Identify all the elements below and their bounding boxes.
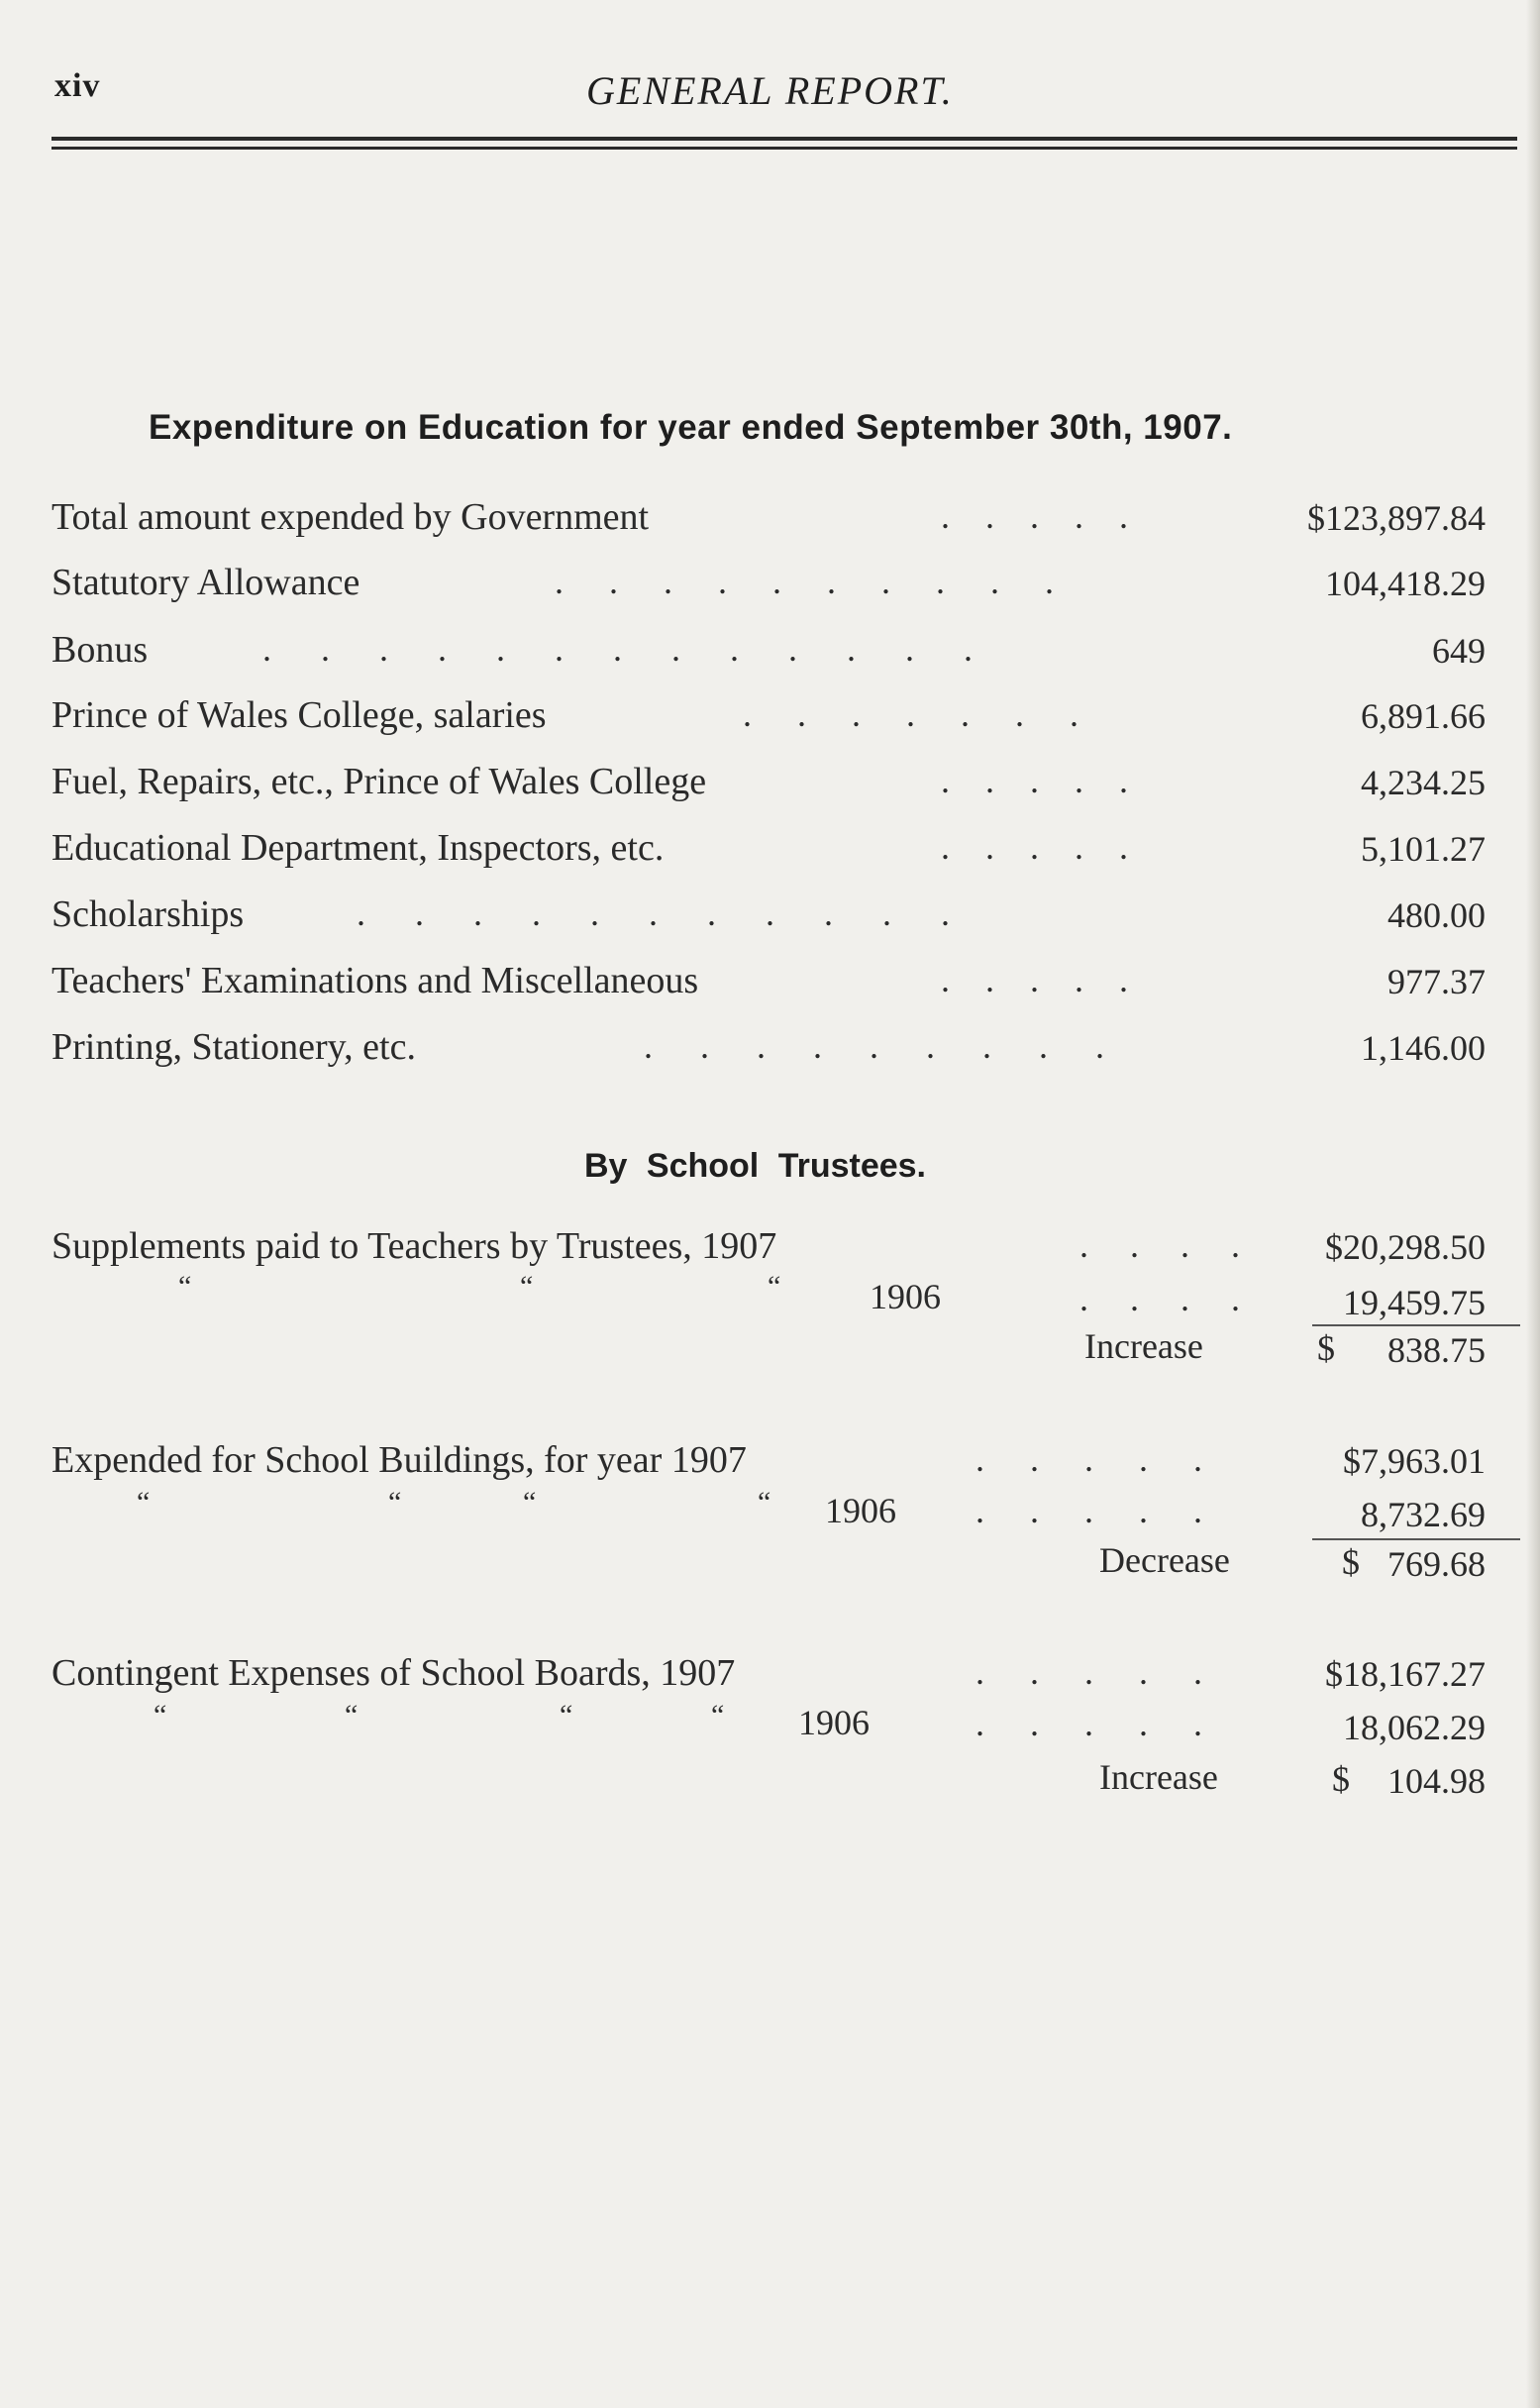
dot-leader: .......... bbox=[555, 562, 1099, 601]
group-line2-year: 1906 bbox=[798, 1703, 870, 1742]
dot-leader: .... bbox=[1079, 1225, 1282, 1265]
ditto-mark: “ bbox=[523, 1486, 537, 1518]
ditto-mark: “ bbox=[768, 1270, 781, 1303]
dot-leader: .... bbox=[1079, 1279, 1282, 1318]
row-label: Total amount expended by Government bbox=[51, 496, 650, 538]
ditto-mark: “ bbox=[137, 1486, 151, 1518]
difference-currency: $ bbox=[1342, 1542, 1360, 1582]
ditto-mark: “ bbox=[560, 1699, 573, 1731]
group-line1-amount: $20,298.50 bbox=[1325, 1227, 1486, 1267]
dot-leader: ..... bbox=[941, 496, 1164, 536]
group-line2-year: 1906 bbox=[825, 1491, 896, 1530]
dot-leader: ..... bbox=[941, 960, 1164, 999]
group-line2-amount: 18,062.29 bbox=[1343, 1708, 1486, 1747]
row-amount: 104,418.29 bbox=[1325, 564, 1486, 603]
dot-leader: ......... bbox=[644, 1026, 1152, 1066]
dot-leader: ..... bbox=[975, 1439, 1248, 1479]
row-amount: 4,234.25 bbox=[1361, 763, 1486, 802]
row-label: Scholarships bbox=[51, 893, 245, 935]
row-amount: 977.37 bbox=[1387, 962, 1486, 1001]
dot-leader: ........... bbox=[357, 893, 999, 933]
group-line1-label: Expended for School Buildings, for year 1907 bbox=[51, 1439, 747, 1481]
ditto-mark: “ bbox=[154, 1699, 167, 1731]
ditto-mark: “ bbox=[178, 1270, 192, 1303]
row-label: Educational Department, Inspectors, etc. bbox=[51, 827, 665, 869]
difference-label: Increase bbox=[1099, 1757, 1218, 1797]
row-label: Bonus bbox=[51, 629, 149, 671]
difference-amount: 104.98 bbox=[1387, 1761, 1486, 1801]
row-label: Printing, Stationery, etc. bbox=[51, 1026, 416, 1068]
group-line2-amount: 19,459.75 bbox=[1343, 1283, 1486, 1322]
difference-amount: 838.75 bbox=[1387, 1330, 1486, 1370]
row-label: Fuel, Repairs, etc., Prince of Wales College bbox=[51, 761, 707, 802]
group-line2-year: 1906 bbox=[870, 1277, 941, 1316]
row-label: Prince of Wales College, salaries bbox=[51, 694, 547, 736]
row-amount: $123,897.84 bbox=[1307, 498, 1486, 538]
section-heading-trustees: By School Trustees. bbox=[584, 1147, 926, 1185]
sum-underline bbox=[1312, 1324, 1520, 1326]
group-line1-label: Contingent Expenses of School Boards, 1907 bbox=[51, 1652, 736, 1694]
group-line1-amount: $7,963.01 bbox=[1343, 1441, 1486, 1481]
running-title: GENERAL REPORT. bbox=[586, 68, 954, 113]
dot-leader: ............. bbox=[262, 629, 1022, 669]
page-edge-shadow bbox=[1526, 0, 1540, 2408]
row-label: Statutory Allowance bbox=[51, 562, 360, 603]
row-amount: 1,146.00 bbox=[1361, 1028, 1486, 1068]
dot-leader: ....... bbox=[743, 694, 1124, 734]
sum-underline bbox=[1312, 1538, 1520, 1540]
difference-currency: $ bbox=[1332, 1759, 1350, 1799]
header-rule-bottom bbox=[51, 147, 1517, 150]
group-line2-amount: 8,732.69 bbox=[1361, 1495, 1486, 1534]
dot-leader: ..... bbox=[975, 1704, 1248, 1743]
ditto-mark: “ bbox=[345, 1699, 359, 1731]
row-amount: 5,101.27 bbox=[1361, 829, 1486, 869]
difference-label: Decrease bbox=[1099, 1540, 1230, 1580]
ditto-mark: “ bbox=[388, 1486, 402, 1518]
ditto-mark: “ bbox=[711, 1699, 725, 1731]
header-rule-top bbox=[51, 137, 1517, 141]
dot-leader: ..... bbox=[975, 1491, 1248, 1530]
section-heading-expenditure: Expenditure on Education for year ended September 30th, 1907. bbox=[149, 408, 1233, 447]
page-number: xiv bbox=[54, 67, 101, 104]
difference-amount: 769.68 bbox=[1387, 1544, 1486, 1584]
group-line1-label: Supplements paid to Teachers by Trustees, 1907 bbox=[51, 1225, 777, 1267]
dot-leader: ..... bbox=[975, 1652, 1248, 1692]
row-amount: 6,891.66 bbox=[1361, 696, 1486, 736]
difference-currency: $ bbox=[1317, 1328, 1335, 1368]
row-amount: 480.00 bbox=[1387, 895, 1486, 935]
row-amount: 649 bbox=[1432, 631, 1486, 671]
ditto-mark: “ bbox=[520, 1270, 534, 1303]
group-line1-amount: $18,167.27 bbox=[1325, 1654, 1486, 1694]
dot-leader: ..... bbox=[941, 827, 1164, 867]
difference-label: Increase bbox=[1084, 1326, 1203, 1366]
dot-leader: ..... bbox=[941, 761, 1164, 800]
ditto-mark: “ bbox=[758, 1486, 771, 1518]
row-label: Teachers' Examinations and Miscellaneous bbox=[51, 960, 699, 1001]
